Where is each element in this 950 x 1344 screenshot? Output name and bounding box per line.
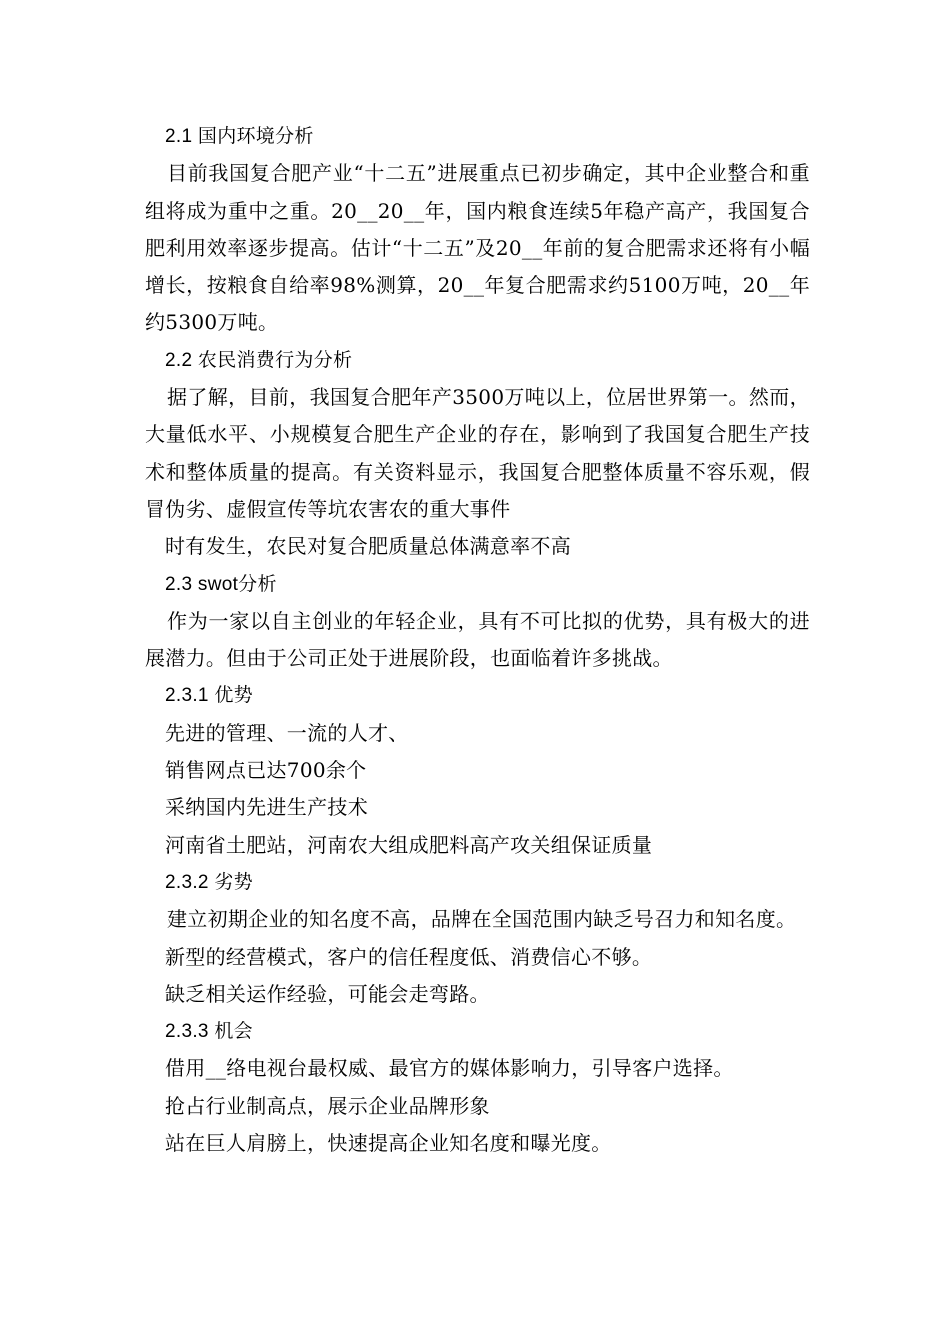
- document-page: [145, 118, 810, 1162]
- line-opportunity-3: 站在巨人肩膀上，快速提高企业知名度和曝光度。: [165, 1131, 612, 1156]
- heading-2-2: 2.2 农民消费行为分析: [165, 349, 353, 371]
- line-strength-3: 采纳国内先进生产技术: [165, 795, 368, 820]
- para-farmer-behavior: 据了解，目前，我国复合肥年产3500万吨以上，位居世界第一。然而，大量低水平、小规模复合肥生产企业的存在，影响到了我国复合肥生产技术和整体质量的提高。有关资料显示，我国复合肥整体质量不容乐观，假冒伪劣、虚假宣传等坑农害农的重大事件: [145, 385, 810, 521]
- line-strength-4: 河南省土肥站，河南农大组成肥料高产攻关组保证质量: [165, 832, 653, 857]
- line-weakness-2: 新型的经营模式，客户的信任程度低、消费信心不够。: [165, 944, 653, 969]
- para-weakness-1: 建立初期企业的知名度不高，品牌在全国范围内缺乏号召力和知名度。: [167, 907, 797, 932]
- heading-2-3-2: 2.3.2 劣势: [165, 871, 253, 893]
- heading-2-3-3: 2.3.3 机会: [165, 1021, 253, 1043]
- para-swot-intro: 作为一家以自主创业的年轻企业，具有不可比拟的优势，具有极大的进展潜力。但由于公司正处于进展阶段，也面临着许多挑战。: [145, 608, 810, 671]
- line-strength-1: 先进的管理、一流的人才、: [165, 720, 409, 745]
- para-domestic-environment: 目前我国复合肥产业“十二五”进展重点已初步确定，其中企业整合和重组将成为重中之重。20__20__年，国内粮食连续5年稳产高产，我国复合肥利用效率逐步提高。估计“十二五”及20__年前的复合肥需求还将有小幅增长，按粮食自给率98%测算，20__年复合肥需求约5100万吨，20__年约5300万吨。: [145, 161, 810, 335]
- line-opportunity-1: 借用__络电视台最权威、最官方的媒体影响力，引导客户选择。: [165, 1056, 734, 1081]
- line-strength-2: 销售网点已达700余个: [165, 758, 367, 783]
- heading-2-3: 2.3 swot分析: [165, 573, 277, 595]
- heading-2-1: 2.1 国内环境分析: [165, 126, 314, 147]
- line-weakness-3: 缺乏相关运作经验，可能会走弯路。: [165, 981, 490, 1006]
- line-opportunity-2: 抢占行业制高点，展示企业品牌形象: [165, 1093, 490, 1118]
- line-satisfaction: 时有发生，农民对复合肥质量总体满意率不高: [165, 534, 571, 559]
- heading-2-3-1: 2.3.1 优势: [165, 685, 253, 707]
